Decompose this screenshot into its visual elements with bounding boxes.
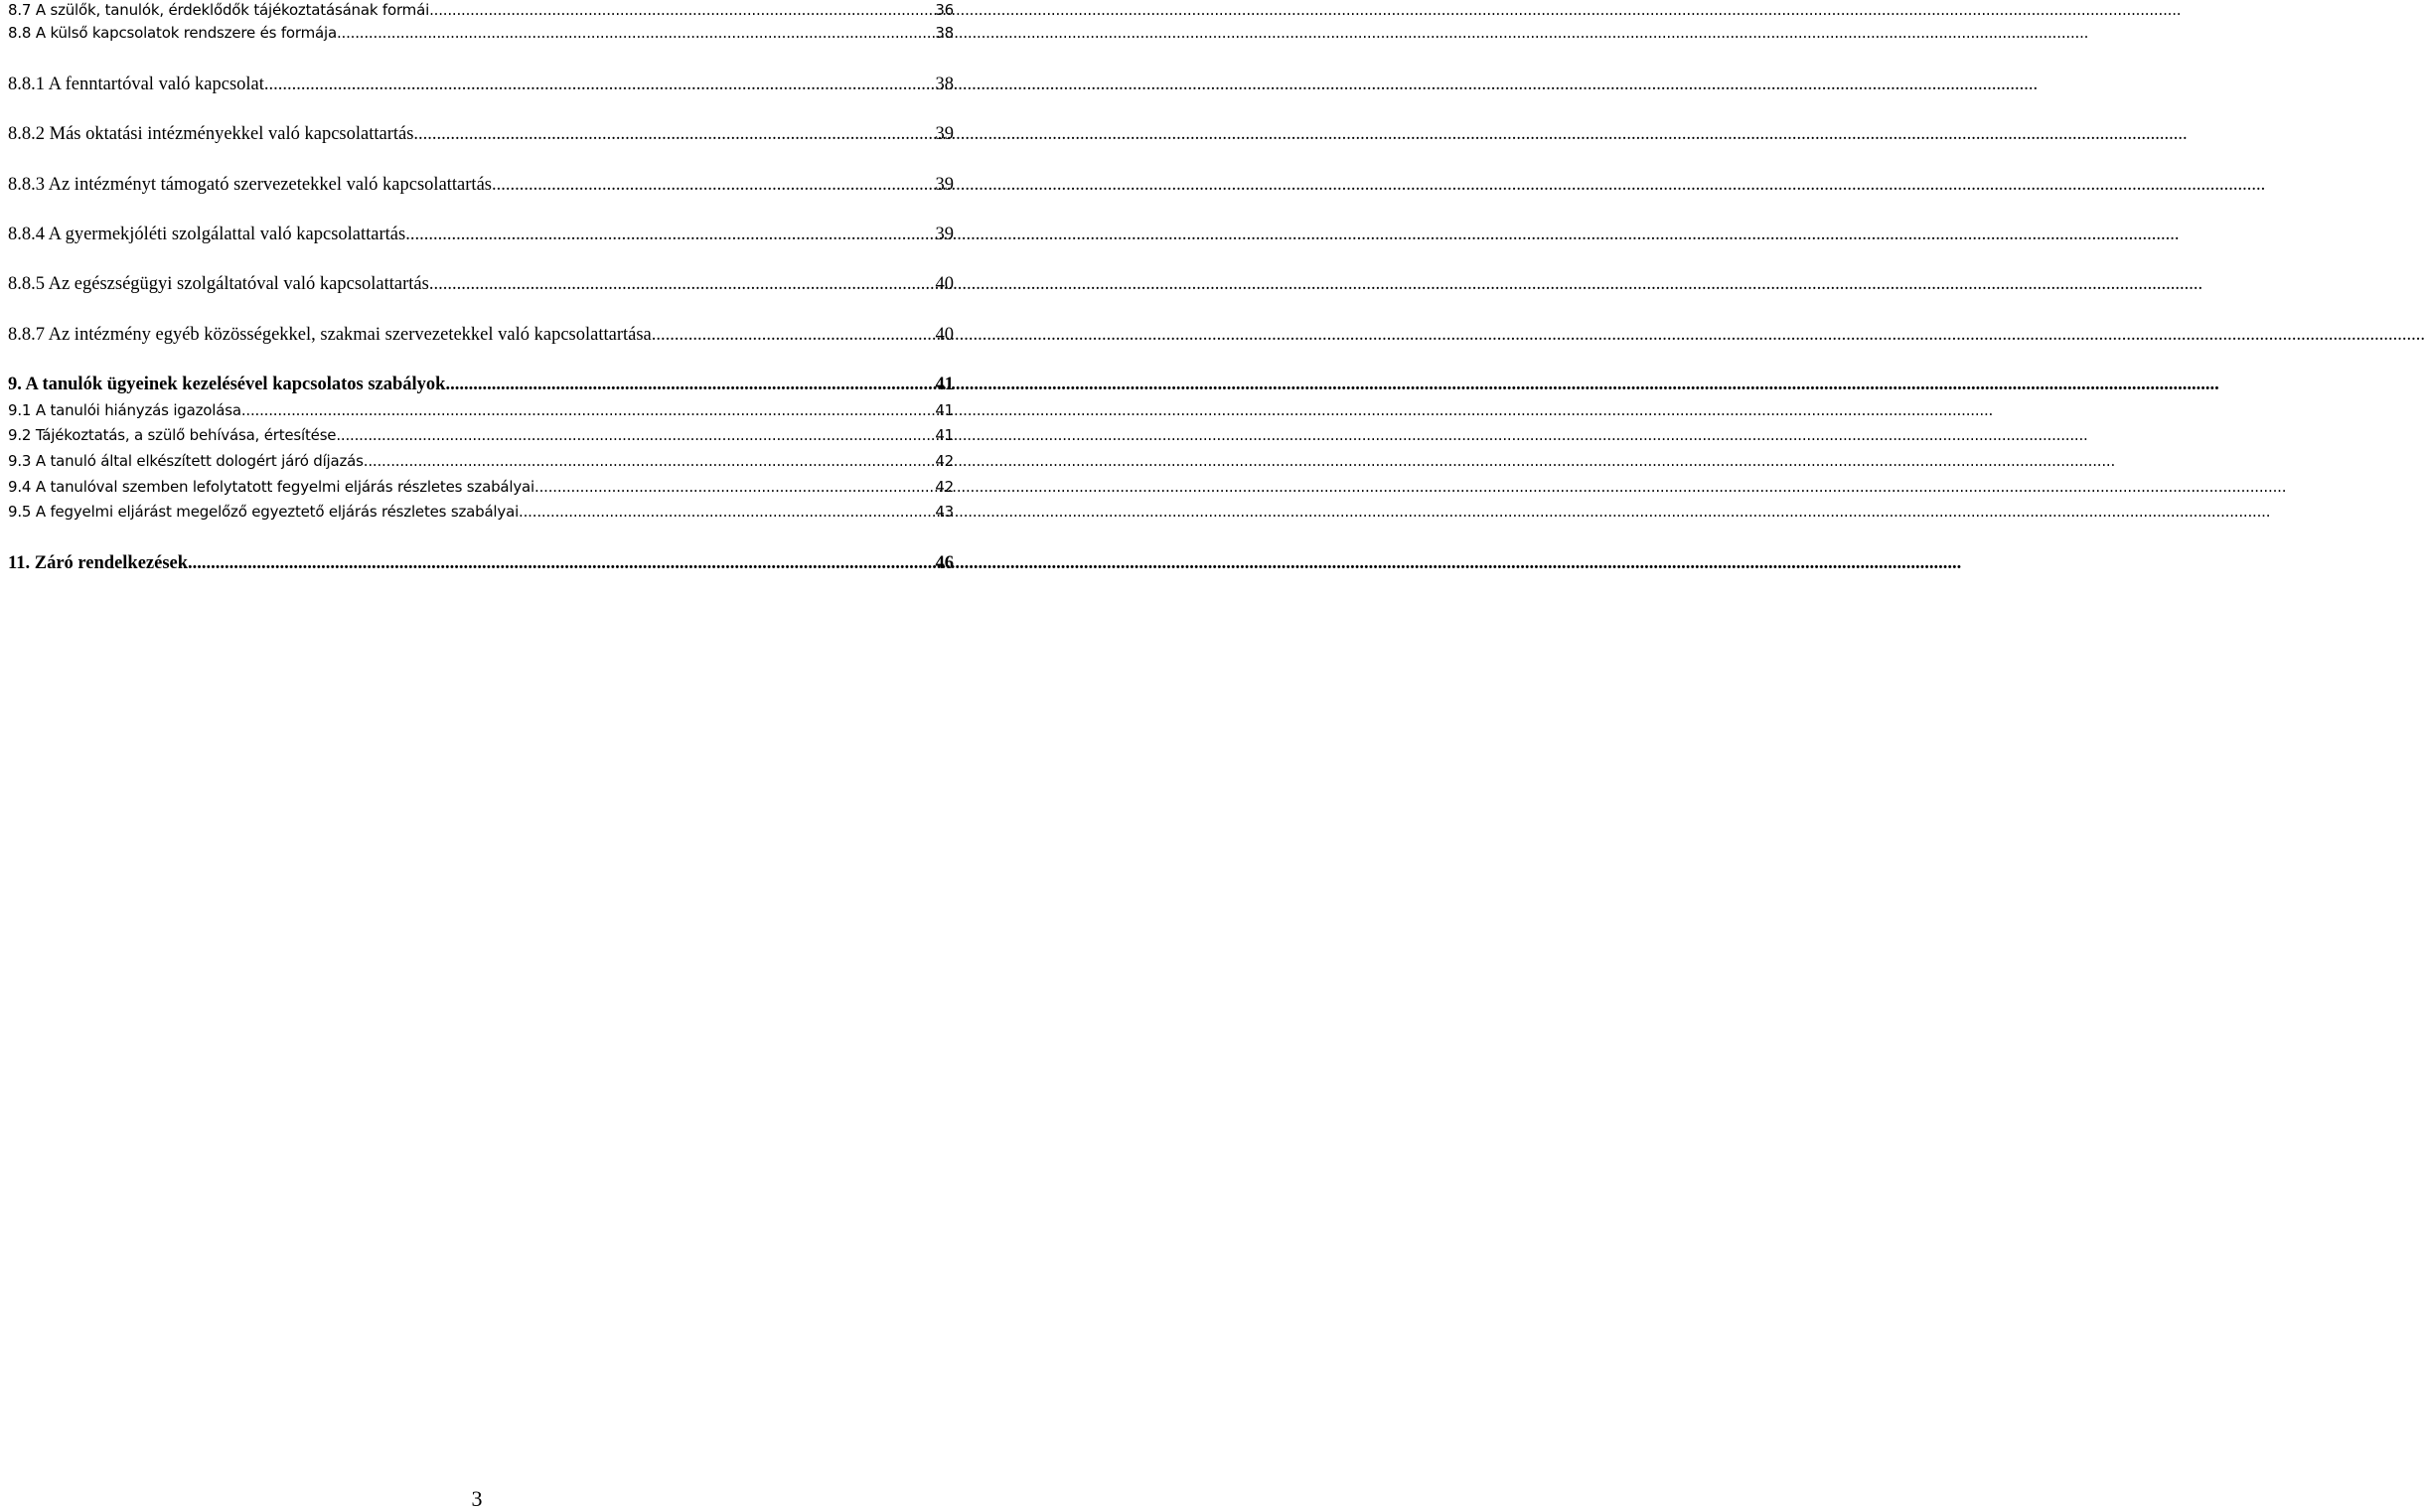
toc-dot-leader <box>445 375 935 395</box>
toc-entry-page: 40 <box>935 325 954 345</box>
toc-entry-8-8-5[interactable] <box>8 274 954 295</box>
toc-entry-label: 9.2 Tájékoztatás, a szülő behívása, értesítése <box>8 426 337 444</box>
toc-entry-9-2[interactable] <box>8 426 954 444</box>
toc-entry-9-5[interactable] <box>8 503 954 521</box>
toc-entry-9[interactable] <box>8 375 954 395</box>
toc-dot-leader <box>337 24 935 42</box>
toc-entry-page: 40 <box>935 274 954 294</box>
toc-entry-page: 38 <box>935 75 954 94</box>
toc-entry-label: 8.8.1 A fenntartóval való kapcsolat <box>8 75 264 94</box>
toc-entry-page: 42 <box>935 478 954 496</box>
toc-entry-label: 8.8.2 Más oktatási intézményekkel való kapcsolattartás <box>8 124 414 144</box>
toc-entry-page: 39 <box>935 225 954 244</box>
toc-entry-label: 8.8.3 Az intézményt támogató szervezetekkel való kapcsolattartás <box>8 175 492 195</box>
toc-dot-leader <box>534 478 935 496</box>
toc-entry-8-8[interactable] <box>8 24 954 42</box>
toc-entry-label: 11. Záró rendelkezések <box>8 553 189 573</box>
toc-entry-label: 9.3 A tanuló által elkészített dologért járó díjazás <box>8 452 364 470</box>
toc-entry-8-7[interactable] <box>8 1 954 19</box>
toc-dot-leader <box>652 325 936 346</box>
toc-entry-label: 9.5 A fegyelmi eljárást megelőző egyeztető eljárás részletes szabályai <box>8 503 520 521</box>
toc-entry-page: 39 <box>935 124 954 144</box>
toc-entry-9-4[interactable] <box>8 478 954 496</box>
toc-entry-page: 41 <box>935 426 954 444</box>
toc-entry-page: 36 <box>935 1 954 19</box>
toc-entry-label: 8.7 A szülők, tanulók, érdeklődők tájékoztatásának formái <box>8 1 430 19</box>
toc-entry-8-8-2[interactable] <box>8 124 954 145</box>
toc-dot-leader <box>429 274 936 295</box>
toc-entry-label: 8.8 A külső kapcsolatok rendszere és formája <box>8 24 337 42</box>
toc-entry-label: 8.8.4 A gyermekjóléti szolgálattal való kapcsolattartás <box>8 225 406 244</box>
toc-entry-label: 9.1 A tanulói hiányzás igazolása <box>8 401 241 419</box>
toc-dot-leader <box>413 124 935 145</box>
toc-entry-page: 46 <box>935 553 954 573</box>
toc-entry-page: 43 <box>935 503 954 521</box>
toc-entry-page: 41 <box>935 401 954 419</box>
toc-entry-label: 8.8.7 Az intézmény egyéb közösségekkel, szakmai szervezetekkel való kapcsolattartása <box>8 325 652 345</box>
toc-entry-label: 8.8.5 Az egészségügyi szolgáltatóval való kapcsolattartás <box>8 274 429 294</box>
toc-entry-page: 42 <box>935 452 954 470</box>
toc-entry-8-8-3[interactable] <box>8 175 954 196</box>
toc-dot-leader <box>188 553 935 574</box>
toc-entry-label: 9.4 A tanulóval szemben lefolytatott fegyelmi eljárás részletes szabályai <box>8 478 534 496</box>
toc-dot-leader <box>241 401 935 419</box>
toc-entry-11[interactable] <box>8 553 954 574</box>
toc-entry-label: 9. A tanulók ügyeinek kezelésével kapcsolatos szabályok <box>8 375 446 394</box>
toc-entry-8-8-4[interactable] <box>8 225 954 245</box>
toc-entry-9-3[interactable] <box>8 452 954 470</box>
toc-dot-leader <box>405 225 935 245</box>
toc-entry-8-8-7[interactable] <box>8 325 954 346</box>
toc-entry-9-1[interactable] <box>8 401 954 419</box>
toc-entry-page: 38 <box>935 24 954 42</box>
toc-dot-leader <box>492 175 936 196</box>
toc-entry-page: 39 <box>935 175 954 195</box>
toc-entry-page: 41 <box>935 375 954 394</box>
toc-entry-8-8-1[interactable] <box>8 75 954 95</box>
toc-dot-leader <box>519 503 935 521</box>
toc-dot-leader <box>264 75 936 95</box>
toc-dot-leader <box>429 1 935 19</box>
toc-dot-leader <box>364 452 936 470</box>
page-number: 3 <box>471 1486 483 1511</box>
toc-dot-leader <box>336 426 935 444</box>
